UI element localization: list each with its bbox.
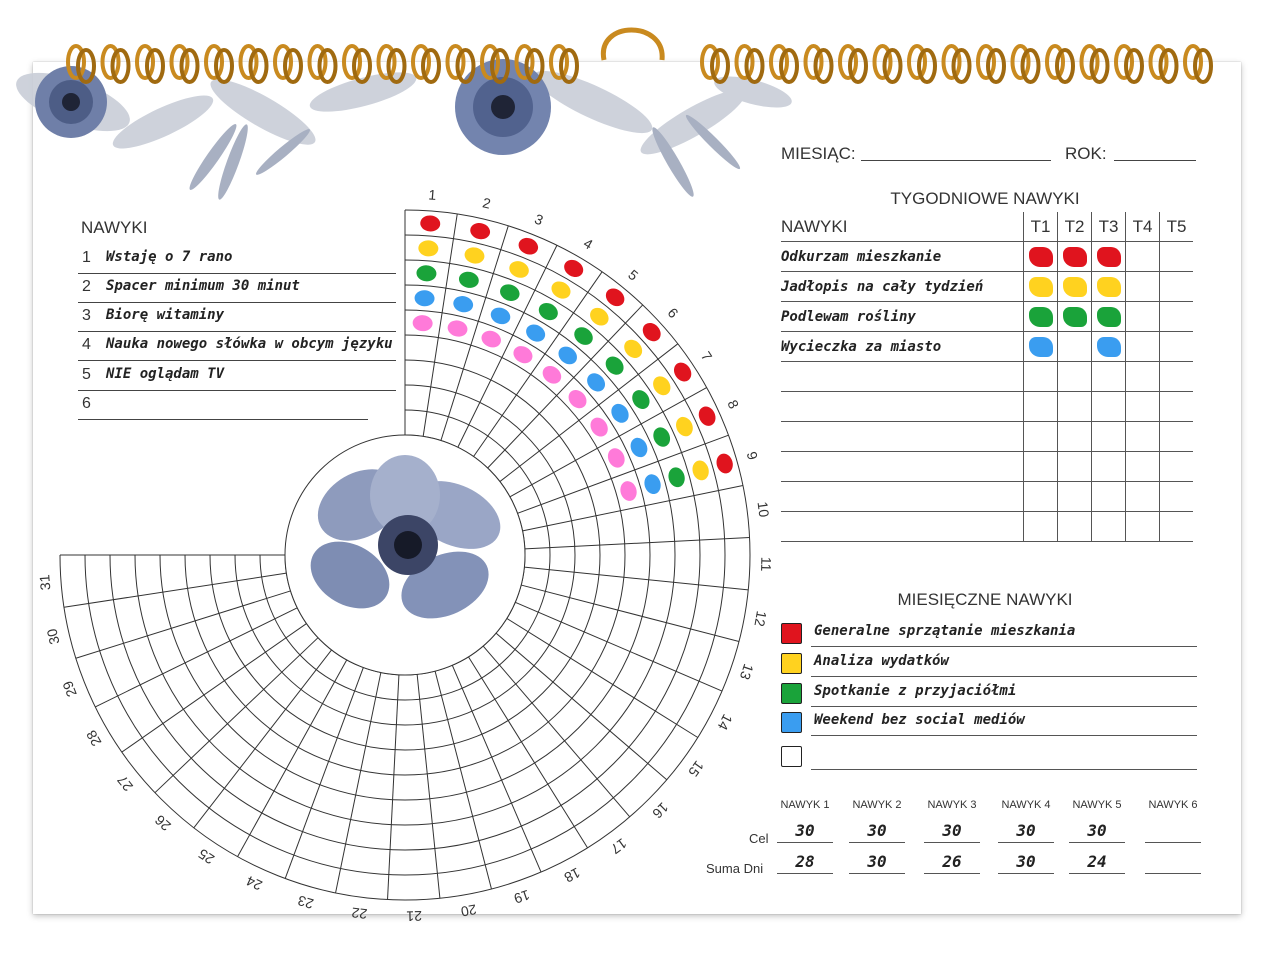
week-cell[interactable]: [1058, 242, 1092, 272]
total-days-value[interactable]: 30: [998, 851, 1054, 874]
monthly-habit-row[interactable]: [781, 647, 1197, 677]
goal-value[interactable]: 30: [849, 820, 905, 843]
monthly-habit-row[interactable]: [781, 740, 1197, 770]
weekly-habits-title: TYGODNIOWE NAWYKI: [890, 189, 1080, 208]
day-label: 18: [561, 864, 583, 886]
week-header: T5: [1160, 212, 1194, 242]
habit-number: 3: [82, 307, 91, 324]
week-header: T2: [1058, 212, 1092, 242]
week-cell[interactable]: [1126, 242, 1160, 272]
day-label: 13: [736, 661, 757, 682]
weekly-habit-row[interactable]: [781, 362, 1193, 392]
total-days-value[interactable]: 28: [777, 851, 833, 874]
week-cell[interactable]: [1024, 512, 1058, 542]
week-cell[interactable]: [1092, 452, 1126, 482]
monthly-habit-checkbox[interactable]: [781, 712, 802, 733]
goal-value[interactable]: [1145, 820, 1201, 843]
habit-number: 2: [82, 278, 91, 295]
week-cell[interactable]: [1058, 422, 1092, 452]
weekly-habit-row[interactable]: [781, 392, 1193, 422]
day-label: 7: [697, 348, 716, 364]
day-label: 20: [459, 901, 478, 920]
weekly-header-row: [781, 212, 1193, 242]
summary-column-header: NAWYK 3: [927, 799, 977, 811]
week-cell[interactable]: [1058, 452, 1092, 482]
week-cell[interactable]: [1058, 482, 1092, 512]
monthly-habits-title: MIESIĘCZNE NAWYKI: [897, 590, 1073, 609]
monthly-habit-text: Generalne sprzątanie mieszkania: [814, 623, 1076, 639]
week-header: T4: [1126, 212, 1160, 242]
week-cell[interactable]: [1126, 302, 1160, 332]
weekly-habit-name: Odkurzam mieszkanie: [781, 242, 1024, 272]
habits-title: NAWYKI: [81, 218, 148, 237]
habit-number: 5: [82, 366, 91, 383]
habit-row[interactable]: [78, 273, 396, 303]
monthly-habit-row[interactable]: [781, 706, 1197, 736]
day-label: 22: [350, 904, 369, 923]
week-cell[interactable]: [1024, 362, 1058, 392]
day-label: 17: [607, 835, 630, 858]
week-cell[interactable]: [1126, 272, 1160, 302]
day-label: 9: [743, 449, 762, 462]
week-done-mark: [1097, 337, 1121, 357]
monthly-habit-text: Analiza wydatków: [814, 653, 949, 669]
week-header: T1: [1024, 212, 1058, 242]
week-cell[interactable]: [1092, 272, 1126, 302]
week-cell[interactable]: [1126, 362, 1160, 392]
total-days-value[interactable]: 26: [924, 851, 980, 874]
monthly-habit-checkbox[interactable]: [781, 683, 802, 704]
goal-value[interactable]: 30: [1069, 820, 1125, 843]
week-cell[interactable]: [1160, 362, 1194, 392]
week-cell[interactable]: [1126, 452, 1160, 482]
week-cell[interactable]: [1024, 302, 1058, 332]
week-done-mark: [1097, 277, 1121, 297]
total-days-value[interactable]: 30: [849, 851, 905, 874]
weekly-habit-row[interactable]: [781, 482, 1193, 512]
month-label: MIESIĄC:: [781, 144, 856, 163]
week-cell[interactable]: [1126, 512, 1160, 542]
day-label: 23: [295, 892, 316, 913]
habit-text: Biorę witaminy: [106, 307, 225, 323]
week-cell[interactable]: [1092, 422, 1126, 452]
week-cell[interactable]: [1058, 512, 1092, 542]
habit-text: Spacer minimum 30 minut: [106, 278, 300, 294]
week-cell[interactable]: [1024, 422, 1058, 452]
week-cell[interactable]: [1058, 332, 1092, 362]
summary-column-header: NAWYK 1: [780, 799, 830, 811]
year-label: ROK:: [1065, 144, 1107, 163]
weekly-habit-name: [781, 392, 1024, 422]
goal-label: Cel: [749, 831, 769, 846]
week-cell[interactable]: [1160, 452, 1194, 482]
monthly-habit-text: Weekend bez social mediów: [814, 712, 1025, 728]
monthly-habit-row[interactable]: [781, 617, 1197, 647]
week-cell[interactable]: [1160, 242, 1194, 272]
monthly-habit-line: [811, 740, 1197, 770]
week-cell[interactable]: [1160, 332, 1194, 362]
week-cell[interactable]: [1092, 512, 1126, 542]
weekly-col-header: NAWYKI: [781, 212, 1024, 242]
weekly-habit-name: Jadłopis na cały tydzień: [781, 272, 1024, 302]
week-cell[interactable]: [1024, 392, 1058, 422]
week-cell[interactable]: [1092, 302, 1126, 332]
monthly-habit-text: Spotkanie z przyjaciółmi: [814, 683, 1017, 699]
week-cell[interactable]: [1024, 332, 1058, 362]
weekly-habits-table: [781, 212, 1193, 542]
day-label: 28: [82, 727, 105, 750]
week-cell[interactable]: [1160, 302, 1194, 332]
week-cell[interactable]: [1058, 362, 1092, 392]
day-label: 27: [113, 772, 137, 795]
month-field[interactable]: [861, 160, 1051, 161]
habit-row[interactable]: [78, 331, 396, 361]
total-days-value[interactable]: [1145, 851, 1201, 874]
monthly-habit-checkbox[interactable]: [781, 746, 802, 767]
weekly-habit-name: [781, 452, 1024, 482]
summary-column-header: NAWYK 4: [1001, 799, 1051, 811]
week-cell[interactable]: [1160, 272, 1194, 302]
week-cell[interactable]: [1024, 272, 1058, 302]
week-done-mark: [1029, 307, 1053, 327]
week-cell[interactable]: [1126, 482, 1160, 512]
day-label: 5: [625, 266, 642, 284]
week-cell[interactable]: [1126, 332, 1160, 362]
habit-number: 6: [82, 395, 91, 412]
year-field[interactable]: [1114, 160, 1196, 161]
summary-column-header: NAWYK 6: [1148, 799, 1198, 811]
day-label: 8: [724, 397, 743, 412]
day-label: 24: [243, 872, 265, 894]
habit-number: 1: [82, 249, 91, 266]
day-label: 21: [406, 907, 423, 925]
week-cell[interactable]: [1126, 422, 1160, 452]
weekly-habit-row[interactable]: [781, 422, 1193, 452]
monthly-habit-checkbox[interactable]: [781, 623, 802, 644]
weekly-habit-row[interactable]: [781, 332, 1193, 362]
week-cell[interactable]: [1160, 392, 1194, 422]
total-days-value[interactable]: 24: [1069, 851, 1125, 874]
week-cell[interactable]: [1160, 512, 1194, 542]
habit-row[interactable]: [78, 390, 368, 420]
day-label: 25: [195, 845, 218, 868]
day-label: 3: [532, 210, 546, 229]
day-label: 2: [481, 194, 493, 212]
week-cell[interactable]: [1092, 242, 1126, 272]
weekly-habit-name: Wycieczka za miasto: [781, 332, 1024, 362]
summary-column-header: NAWYK 5: [1072, 799, 1122, 811]
week-cell[interactable]: [1058, 392, 1092, 422]
total-days-label: Suma Dni: [706, 861, 764, 876]
weekly-habit-row[interactable]: [781, 302, 1193, 332]
week-cell[interactable]: [1160, 482, 1194, 512]
habit-text: Wstaję o 7 rano: [106, 249, 233, 265]
week-done-mark: [1097, 247, 1121, 267]
week-cell[interactable]: [1092, 392, 1126, 422]
monthly-habit-row[interactable]: [781, 677, 1197, 707]
week-done-mark: [1097, 307, 1121, 327]
week-done-mark: [1063, 247, 1087, 267]
day-label: 6: [664, 304, 682, 322]
goal-value[interactable]: 30: [924, 820, 980, 843]
weekly-habit-name: [781, 422, 1024, 452]
week-cell[interactable]: [1024, 452, 1058, 482]
week-header: T3: [1092, 212, 1126, 242]
goal-value[interactable]: 30: [777, 820, 833, 843]
day-label: 11: [757, 556, 775, 572]
habit-number: 4: [82, 336, 91, 353]
week-cell[interactable]: [1092, 482, 1126, 512]
week-cell[interactable]: [1092, 362, 1126, 392]
week-done-mark: [1063, 307, 1087, 327]
day-label: 19: [511, 886, 532, 907]
weekly-habit-name: [781, 362, 1024, 392]
week-done-mark: [1029, 337, 1053, 357]
week-cell[interactable]: [1058, 272, 1092, 302]
weekly-habit-row[interactable]: [781, 452, 1193, 482]
week-done-mark: [1029, 247, 1053, 267]
day-label: 1: [427, 186, 437, 204]
day-label: 29: [59, 678, 80, 700]
weekly-habit-name: [781, 482, 1024, 512]
week-done-mark: [1029, 277, 1053, 297]
weekly-habit-name: Podlewam rośliny: [781, 302, 1024, 332]
weekly-habit-row[interactable]: [781, 272, 1193, 302]
day-label: 4: [580, 234, 596, 253]
day-label: 31: [36, 574, 54, 591]
day-label: 14: [714, 711, 736, 733]
weekly-habit-name: [781, 512, 1024, 542]
day-label: 12: [751, 609, 770, 628]
day-label: 15: [685, 757, 708, 780]
habit-text: NIE oglądam TV: [106, 366, 225, 382]
weekly-habit-row[interactable]: [781, 242, 1193, 272]
week-cell[interactable]: [1024, 242, 1058, 272]
day-label: 30: [43, 627, 63, 647]
week-cell[interactable]: [1126, 392, 1160, 422]
day-label: 10: [754, 500, 773, 519]
day-label: 16: [649, 799, 672, 822]
habit-row[interactable]: [78, 361, 396, 391]
day-label: 26: [151, 811, 174, 835]
week-cell[interactable]: [1092, 332, 1126, 362]
habit-row[interactable]: [78, 302, 396, 332]
week-cell[interactable]: [1058, 302, 1092, 332]
habit-row[interactable]: [78, 244, 396, 274]
goal-value[interactable]: 30: [998, 820, 1054, 843]
week-done-mark: [1063, 277, 1087, 297]
week-cell[interactable]: [1160, 422, 1194, 452]
habit-text: Nauka nowego słówka w obcym języku: [106, 336, 393, 352]
week-cell[interactable]: [1024, 482, 1058, 512]
monthly-habit-checkbox[interactable]: [781, 653, 802, 674]
summary-column-header: NAWYK 2: [852, 799, 902, 811]
weekly-habit-row[interactable]: [781, 512, 1193, 542]
